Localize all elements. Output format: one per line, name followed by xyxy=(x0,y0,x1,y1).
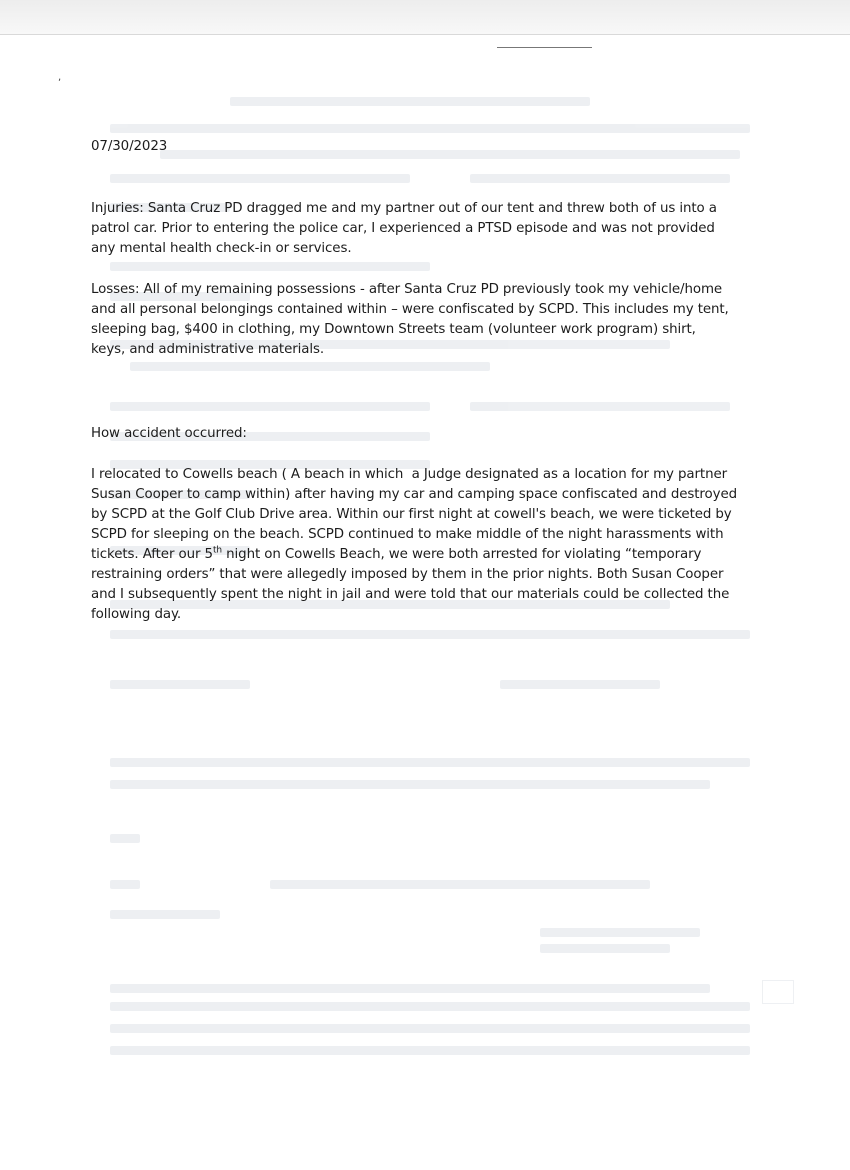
narrative-line: by SCPD at the Golf Club Drive area. Within our first night at cowell's beach, we were ticketed by xyxy=(91,507,732,522)
injuries-line: any mental health check-in or services. xyxy=(91,241,352,256)
narrative-paragraph xyxy=(91,465,737,625)
narrative-line: restraining orders” that were allegedly imposed by them in the prior nights. Both Susan Cooper xyxy=(91,567,724,582)
ordinal-suffix: th xyxy=(212,545,223,556)
statement-date: 07/30/2023 xyxy=(91,139,168,154)
losses-line: keys, and administrative materials. xyxy=(91,342,325,357)
injuries-line: patrol car. Prior to entering the police car, I experienced a PTSD episode and was not provided xyxy=(91,221,715,236)
narrative-line: I relocated to Cowells beach ( A beach in which a Judge designated as a location for my partner xyxy=(91,467,728,482)
narrative-line: and I subsequently spent the night in jail and were told that our materials could be collected the xyxy=(91,587,730,602)
injuries-line: Injuries: Santa Cruz PD dragged me and my partner out of our tent and threw both of us into a xyxy=(91,201,717,216)
losses-paragraph xyxy=(91,280,729,360)
narrative-line: following day. xyxy=(91,607,182,622)
narrative-line xyxy=(91,545,737,565)
losses-line: and all personal belongings contained within – were confiscated by SCPD. This includes my tent, xyxy=(91,302,729,317)
losses-line: sleeping bag, $400 in clothing, my Downtown Streets team (volunteer work program) shirt, xyxy=(91,322,696,337)
injuries-paragraph xyxy=(91,199,717,259)
losses-line: Losses: All of my remaining possessions - after Santa Cruz PD previously took my vehicle/home xyxy=(91,282,723,297)
scan-rule-mark xyxy=(497,47,592,48)
scan-top-edge xyxy=(0,0,850,35)
narrative-line: Susan Cooper to camp within) after having my car and camping space confiscated and destroyed xyxy=(91,487,737,502)
narrative-line-part: night on Cowells Beach, we were both arrested for violating “temporary xyxy=(222,547,702,562)
narrative-line: SCPD for sleeping on the beach. SCPD continued to make middle of the night harassments with xyxy=(91,527,724,542)
how-accident-heading: How accident occurred: xyxy=(91,426,247,441)
narrative-line-part: tickets. After our 5 xyxy=(91,547,213,562)
stray-mark: , xyxy=(58,72,62,83)
